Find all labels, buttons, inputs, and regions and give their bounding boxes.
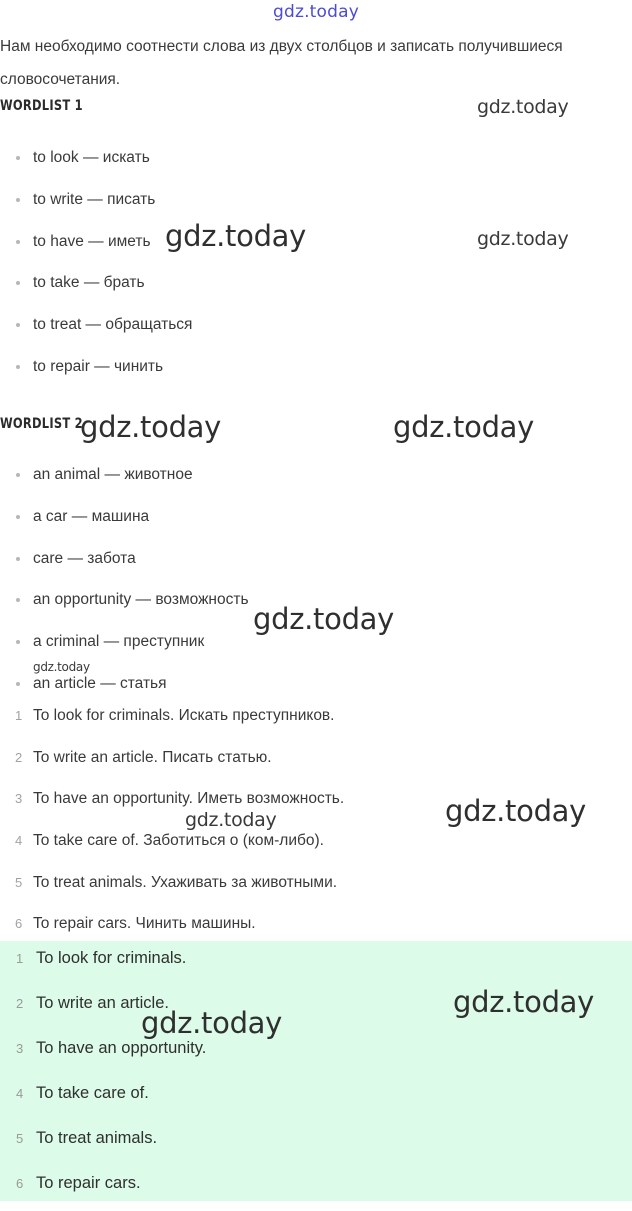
list-item-text: to write — писать	[33, 190, 156, 208]
list-item	[0, 304, 192, 346]
bullet-icon	[16, 156, 20, 160]
watermark: gdz.today	[453, 985, 595, 1019]
translation-text: To repair cars. Чинить машины.	[33, 915, 256, 933]
watermark: gdz.today	[141, 1006, 283, 1040]
translation-item	[0, 743, 344, 785]
bullet-icon	[16, 557, 20, 561]
task-description: Нам необходимо соотнести слова из двух столбцов и записать получившиеся словосочетания.	[0, 38, 563, 88]
bullet-icon	[16, 515, 20, 519]
answer-text: To have an opportunity.	[36, 1039, 207, 1057]
watermark: gdz.today	[253, 602, 395, 636]
list-item-text: to take — брать	[33, 274, 145, 292]
bullet-icon	[16, 473, 20, 477]
answer-list	[0, 941, 206, 1211]
translation-text: To take care of. Заботиться о (ком-либо).	[33, 832, 324, 850]
wordlist-1	[0, 137, 192, 388]
watermark: gdz.today	[80, 410, 222, 444]
list-item-text: care — забота	[33, 549, 136, 567]
watermark: gdz.today	[393, 410, 535, 444]
item-number: 2	[16, 996, 24, 1011]
list-item-text: an article — статья	[33, 674, 167, 692]
item-number: 4	[15, 833, 23, 849]
answer-item	[0, 1166, 206, 1211]
list-item	[0, 496, 249, 538]
answer-item	[0, 941, 206, 986]
list-item	[0, 538, 249, 580]
item-number: 5	[16, 1131, 24, 1146]
list-item-text: to look — искать	[33, 149, 150, 166]
watermark: gdz.today	[477, 96, 569, 118]
list-item-text: to have — иметь	[33, 232, 151, 250]
item-number: 4	[16, 1086, 24, 1101]
bullet-icon	[16, 281, 20, 285]
watermark: gdz.today	[477, 228, 569, 250]
translation-text: To treat animals. Ухаживать за животными.	[33, 873, 338, 891]
answer-item	[0, 1076, 206, 1121]
list-item-text: a criminal — преступник	[33, 633, 205, 651]
item-number: 1	[15, 708, 23, 723]
wordlist-2-heading: WORDLIST 2	[0, 416, 83, 432]
translation-item	[0, 784, 344, 826]
wordlist-1-heading: WORDLIST 1	[0, 98, 83, 114]
item-number: 1	[16, 951, 24, 966]
list-item-text: an opportunity — возможность	[33, 591, 249, 609]
watermark: gdz.today	[185, 809, 277, 831]
bullet-icon	[16, 598, 20, 602]
list-item	[0, 179, 192, 221]
list-item-text: to repair — чинить	[33, 357, 164, 375]
list-item	[0, 262, 192, 304]
watermark: gdz.today	[445, 794, 587, 828]
bullet-icon	[16, 365, 20, 369]
list-item	[0, 221, 192, 263]
item-number: 6	[15, 916, 23, 932]
translation-item	[0, 701, 344, 743]
answer-box	[0, 941, 632, 1201]
translation-item	[0, 826, 344, 868]
watermark: gdz.today	[33, 660, 90, 674]
translation-text: To look for criminals. Искать преступников.	[33, 707, 335, 724]
answer-text: To repair cars.	[36, 1174, 141, 1192]
list-item-text: to treat — обращаться	[33, 316, 193, 334]
list-item	[0, 454, 249, 496]
answer-text: To take care of.	[36, 1084, 149, 1102]
item-number: 5	[15, 874, 23, 890]
list-item	[0, 579, 249, 621]
translation-item	[0, 868, 344, 910]
translation-text: To write an article. Писать статью.	[33, 748, 272, 766]
translation-text: To have an opportunity. Иметь возможность.	[33, 790, 345, 808]
list-item-text: a car — машина	[33, 507, 150, 525]
item-number: 2	[15, 749, 23, 765]
list-item	[0, 621, 249, 663]
site-logo[interactable]: gdz.today	[272, 2, 360, 22]
answer-text: To write an article.	[36, 994, 169, 1012]
bullet-icon	[16, 240, 20, 244]
item-number: 3	[16, 1041, 24, 1056]
bullet-icon	[16, 198, 20, 202]
item-number: 3	[15, 791, 23, 807]
list-item	[0, 346, 192, 388]
answer-text: To look for criminals.	[36, 949, 187, 967]
bullet-icon	[16, 323, 20, 327]
bullet-icon	[16, 682, 20, 686]
list-item	[0, 137, 192, 179]
answer-item	[0, 1121, 206, 1166]
list-item-text: an animal — животное	[33, 466, 193, 483]
bullet-icon	[16, 640, 20, 644]
watermark: gdz.today	[165, 219, 307, 253]
item-number: 6	[16, 1176, 24, 1191]
translation-list	[0, 701, 344, 951]
answer-text: To treat animals.	[36, 1129, 158, 1147]
